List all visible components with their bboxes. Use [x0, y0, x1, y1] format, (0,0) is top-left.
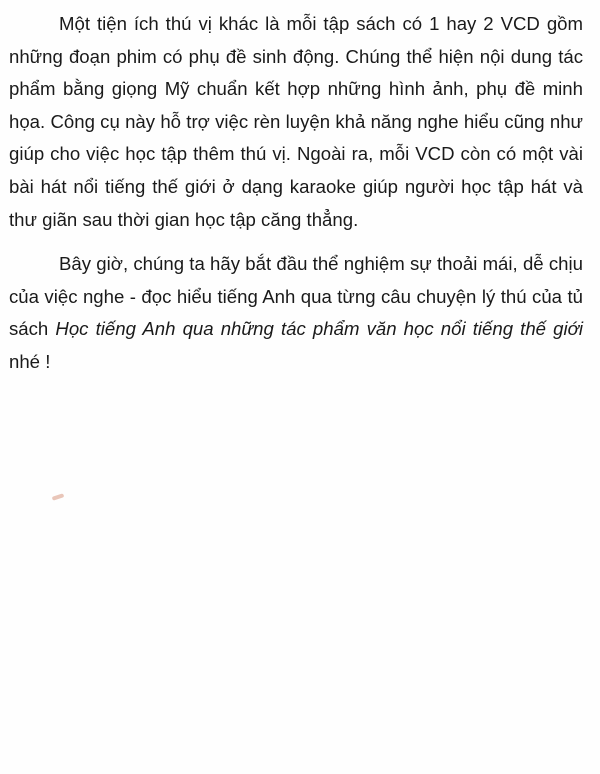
paragraph-vcd-feature: Một tiện ích thú vị khác là mỗi tập sách có 1 hay 2 VCD gồm những đoạn phim có phụ đề sinh động. Chúng thể hiện nội dung tác phẩm bằng giọng Mỹ chuẩn kết hợp những hình ảnh, phụ đề minh họa. Công cụ này hỗ trợ việc rèn luyện khả năng nghe hiểu cũng như giúp cho việc học tập thêm thú vị. Ngoài ra, mỗi VCD còn có một vài bài hát nổi tiếng thế giới ở dạng karaoke giúp người học tập hát và thư giãn sau thời gian học tập căng thẳng. [9, 13, 583, 230]
paragraph-invitation [9, 248, 583, 378]
page-body [9, 8, 583, 379]
series-title: Học tiếng Anh qua những tác phẩm văn học nổi tiếng thế giới [55, 318, 583, 340]
paragraph-invitation-end: nhé ! [9, 350, 51, 372]
paragraph-invitation-lead: Bây giờ, chúng ta hãy bắt đầu thể nghiệm sự thoải mái, dễ chịu của việc nghe - đọc hiểu tiếng Anh qua từng câu chuyện lý thú của tủ sách [9, 253, 583, 340]
paper-speck [52, 493, 65, 501]
